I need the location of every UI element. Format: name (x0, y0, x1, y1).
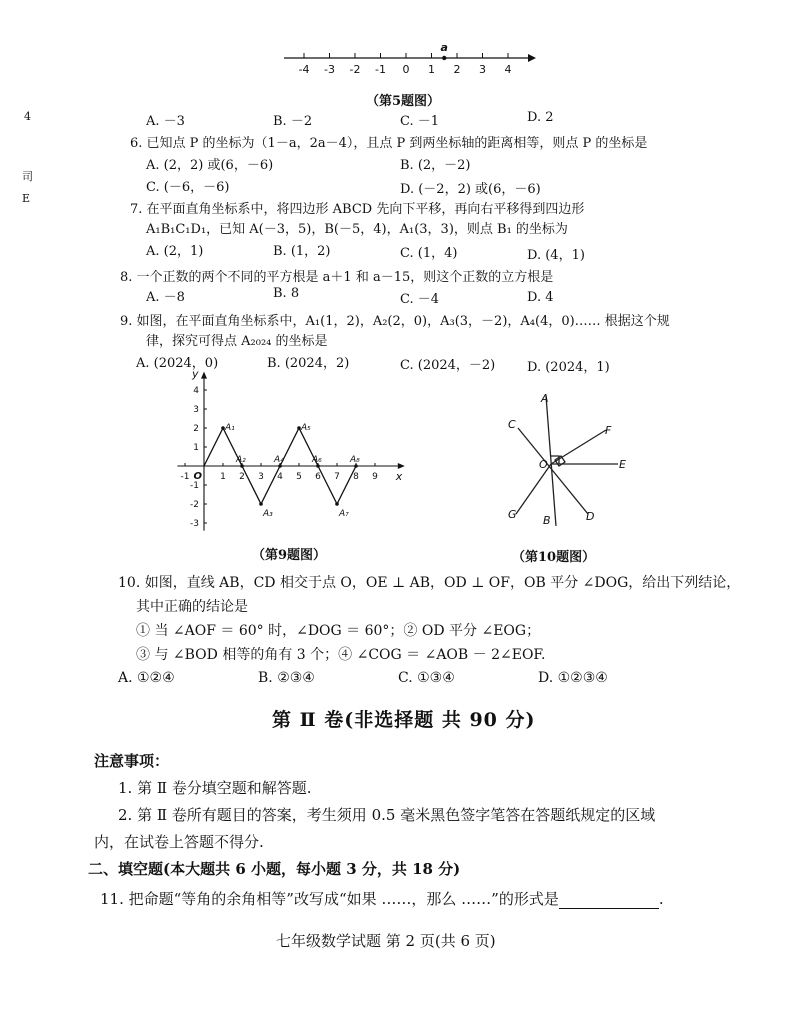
q8-option-a: A. －8 (146, 290, 185, 305)
q10-stem-line2: 其中正确的结论是 (136, 599, 248, 615)
number-line-tick-label: -4 (298, 63, 310, 76)
q9-option-d: D. (2024，1) (527, 360, 610, 375)
q11-answer-blank[interactable] (559, 894, 659, 909)
notice-item-2: 2. 第 Ⅱ 卷所有题目的答案，考生须用 0.5 毫米黑色签字笔答在答题纸规定的区域 (118, 806, 656, 824)
fig9-x-tick-label: 8 (353, 472, 359, 482)
fig9-x-tick-label: 2 (239, 472, 245, 482)
margin-mark: E (22, 192, 31, 205)
notice-item-2-cont: 内，在试卷上答题不得分. (94, 833, 264, 851)
q8-option-c: C. －4 (400, 292, 440, 307)
fig9-x-axis-label: x (395, 470, 403, 483)
number-line-tick-label: 2 (453, 63, 461, 76)
number-line-point-label: a (440, 41, 448, 54)
q10-statement-3-4: ③ 与 ∠BOD 相等的角有 3 个；④ ∠COG ＝ ∠AOB － 2∠EOF. (136, 647, 546, 663)
fig9-point (335, 502, 339, 506)
label-g: G (508, 508, 517, 521)
fig9-x-tick-label: 1 (220, 472, 226, 482)
q9-stem-line1: 9. 如图，在平面直角坐标系中，A₁(1，2)，A₂(2，0)，A₃(3，－2)，A₄(4，0)…… 根据这个规 (120, 314, 670, 329)
number-line-arrow (528, 54, 536, 62)
fig9-y-tick-label: 1 (193, 443, 199, 453)
fig9-point-label: A₅ (301, 423, 311, 433)
label-o: O (539, 458, 548, 471)
q7-stem-line2: A₁B₁C₁D₁，已知 A(－3，5)，B(－5，4)，A₁(3，3)，则点 B₁ 的坐标为 (146, 222, 568, 237)
label-f: F (605, 424, 612, 437)
q5-option-d: D. 2 (527, 110, 554, 125)
notice-item-1: 1. 第 Ⅱ 卷分填空题和解答题. (118, 779, 312, 797)
fig9-y-axis-arrow (201, 372, 207, 379)
margin-mark: 4 (24, 110, 31, 123)
q9-stem-line2: 律，探究可得点 A₂₀₂₄ 的坐标是 (146, 334, 328, 349)
fill-section-heading: 二、填空题(本大题共 6 小题，每小题 3 分，共 18 分) (88, 860, 461, 878)
number-line-tick-label: -3 (324, 63, 335, 76)
q11-period: . (658, 890, 664, 908)
q9-option-a: A. (2024，0) (136, 356, 219, 371)
q8-option-d: D. 4 (527, 290, 554, 305)
fig9-x-tick-label: 3 (258, 472, 264, 482)
fig9-x-tick-label: 9 (372, 472, 378, 482)
q10-option-a: A. ①②④ (118, 670, 175, 686)
fig9-x-axis-arrow (398, 463, 405, 469)
fig9-x-tick-label: 4 (277, 472, 283, 482)
q8-option-b: B. 8 (273, 286, 300, 301)
number-line-figure (280, 40, 540, 85)
page-footer: 七年级数学试题 第 2 页(共 6 页) (276, 932, 496, 950)
label-e: E (619, 458, 626, 471)
q9-option-c: C. (2024，－2) (400, 358, 496, 373)
q10-option-c: C. ①③④ (398, 670, 455, 686)
q6-option-c: C. (－6，－6) (146, 180, 230, 195)
number-line-point (442, 56, 446, 60)
fig9-y-tick-label: 2 (193, 424, 199, 434)
fig9-point-label: A₁ (225, 423, 235, 433)
q5-option-a: A. －3 (146, 114, 185, 129)
fig9-point-label: A₂ (236, 455, 246, 465)
line-cd (518, 428, 588, 514)
q7-option-a: A. (2，1) (146, 244, 204, 259)
q10-statement-1-2: ① 当 ∠AOF ＝ 60° 时，∠DOG ＝ 60°；② OD 平分 ∠EOG； (136, 623, 541, 639)
label-c: C (508, 418, 516, 431)
q6-option-d: D. (－2，2) 或(6，－6) (400, 182, 541, 197)
fig9-point-label: A₄ (274, 455, 284, 465)
fig5-caption: （第5题图） (366, 94, 441, 109)
q9-option-b: B. (2024，2) (267, 356, 350, 371)
fig9-y-tick-label: 4 (193, 386, 199, 396)
q6-option-b: B. (2，－2) (400, 158, 471, 173)
q6-option-a: A. (2，2) 或(6，－6) (146, 158, 274, 173)
fig9-y-tick-label: 3 (193, 405, 199, 415)
q10-option-b: B. ②③④ (258, 670, 315, 686)
fig9-y-tick-label: -3 (190, 519, 199, 529)
fig9-point (259, 502, 263, 506)
fig9-origin-label: O (193, 471, 202, 482)
fig9-x-tick-label: 6 (315, 472, 321, 482)
q8-stem: 8. 一个正数的两个不同的平方根是 a＋1 和 a－15，则这个正数的立方根是 (120, 270, 554, 285)
fig9-point-label: A₃ (263, 509, 273, 519)
fig9-x-tick-label: 5 (296, 472, 302, 482)
q11-stem (100, 888, 664, 909)
q7-stem-line1: 7. 在平面直角坐标系中，将四边形 ABCD 先向下平移，再向右平移得到四边形 (130, 202, 585, 217)
fig9-coordinate-plot (170, 368, 410, 538)
fig9-point-label: A₆ (312, 455, 322, 465)
q7-option-c: C. (1，4) (400, 246, 458, 261)
fig9-caption: （第9题图） (252, 548, 327, 563)
fig10-angle-diagram (496, 386, 646, 536)
fig10-caption: （第10题图） (512, 550, 596, 565)
ray-og (516, 464, 551, 514)
q5-option-c: C. －1 (400, 114, 440, 129)
q10-stem-line1: 10. 如图，直线 AB，CD 相交于点 O，OE ⊥ AB，OD ⊥ OF，OB 平分 ∠DOG，给出下列结论， (118, 575, 741, 591)
notice-heading: 注意事项： (94, 752, 170, 770)
label-d: D (586, 510, 595, 523)
q7-option-b: B. (1，2) (273, 244, 331, 259)
fig9-point-label: A₇ (339, 509, 349, 519)
number-line-tick-label: 3 (479, 63, 486, 76)
fig9-y-tick-label: -2 (190, 500, 199, 510)
number-line-tick-label: -1 (375, 63, 386, 76)
fig9-x-tick-label: 7 (334, 472, 340, 482)
number-line-tick-label: 0 (402, 63, 410, 76)
fig9-y-tick-label: -1 (190, 481, 199, 491)
number-line-tick-label: 4 (504, 63, 512, 76)
q6-stem: 6. 已知点 P 的坐标为（1－a，2a－4），且点 P 到两坐标轴的距离相等，则点 P 的坐标是 (130, 136, 648, 151)
q11-text: 11. 把命题“等角的余角相等”改写成“如果 ……，那么 ……”的形式是 (100, 890, 559, 908)
number-line-tick-label: 1 (428, 63, 435, 76)
margin-mark: 司 (22, 170, 33, 183)
fig9-x-tick-label: -1 (180, 472, 190, 482)
fig9-y-axis-label: y (192, 368, 199, 381)
section-2-title: 第 Ⅱ 卷(非选择题 共 90 分) (272, 709, 536, 731)
number-line-tick-label: -2 (349, 63, 361, 76)
q10-option-d: D. ①②③④ (538, 670, 608, 686)
q5-option-b: B. －2 (273, 114, 313, 129)
label-a: A (541, 392, 549, 405)
fig9-point-label: A₈ (350, 455, 360, 465)
q7-option-d: D. (4，1) (527, 248, 585, 263)
label-b: B (543, 514, 551, 527)
